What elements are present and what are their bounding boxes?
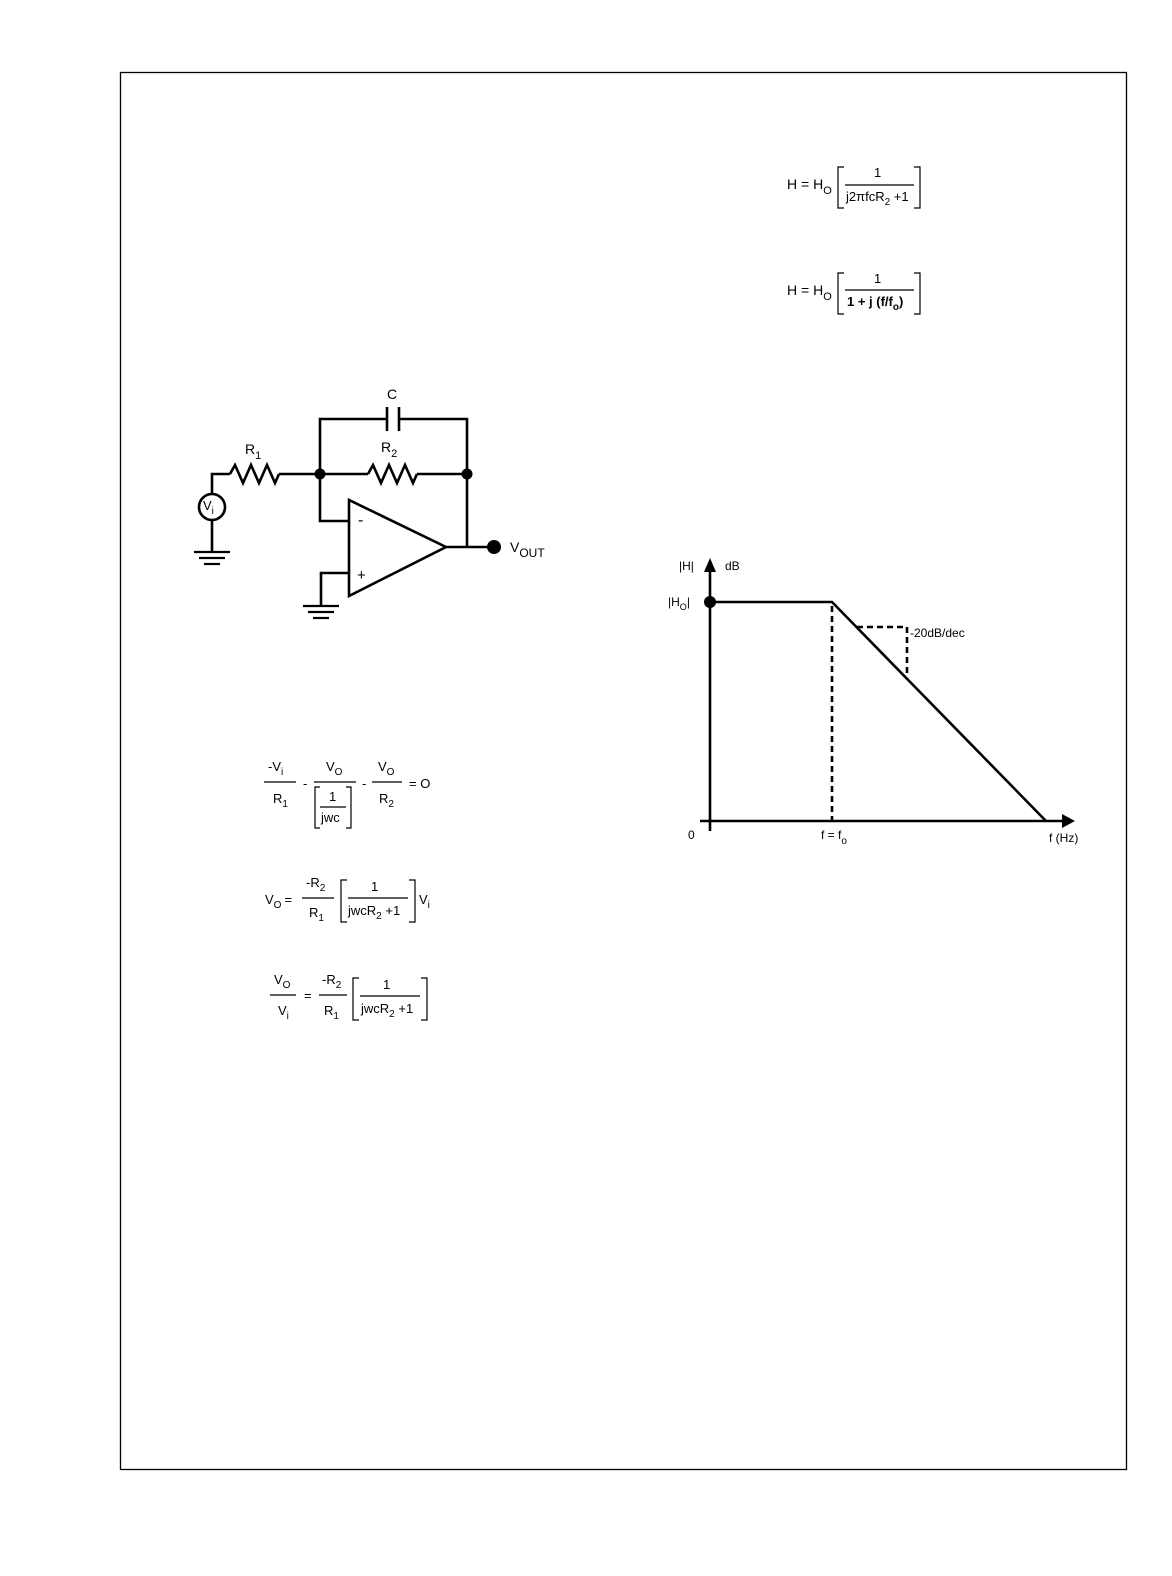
junction-dot-right: [462, 469, 473, 480]
r1-wire-left: [212, 474, 230, 494]
equation-vo: [265, 875, 430, 924]
svg-text:R1: $R_1$: [309, 905, 324, 924]
bode-plot: [668, 558, 1078, 847]
svg-text:Vi: $V_i$: [278, 1003, 289, 1022]
circuit-schematic: [199, 407, 494, 606]
svg-text:1 + j (f/fo): 1 + j $(f/f_o)$: [847, 294, 904, 313]
ho-point: [704, 596, 716, 608]
svg-text:1: 1: [874, 165, 882, 180]
inverting-input-wire: [320, 474, 349, 521]
svg-text:= O: = O: [409, 776, 431, 791]
capacitor-wire: [320, 419, 387, 474]
ho-label: $|H_O|$: [668, 595, 690, 612]
svg-text:jwcR2 +1: jwcR$_2$ +1: [361, 1001, 414, 1020]
svg-text:H = HO: $H = H_O$: [787, 176, 832, 197]
svg-text:jwcR2 +1: jwcR$_2$ +1: [348, 903, 401, 922]
svg-text:VO: $V_O$: [274, 972, 291, 991]
noninverting-input-wire: [321, 573, 349, 606]
vout-label: VOUT: [510, 539, 545, 560]
r1-label: $R_1$: [245, 441, 262, 462]
svg-text:R1: $R_1$: [324, 1003, 339, 1022]
magnitude-response-line: [710, 602, 1046, 821]
svg-text:1: 1: [371, 879, 379, 894]
r2-label: $R_2$: [381, 439, 398, 460]
svg-text:j2πfcR2 +1: j2πfcR$_2$ +1: [846, 189, 909, 208]
equation-transfer: [270, 972, 427, 1022]
formula-transfer-2: [787, 271, 920, 314]
svg-text:Vi: $V_i$: [419, 892, 430, 911]
resistor-r2: [368, 465, 417, 483]
y-axis-label-db: dB: [725, 559, 740, 573]
formula-transfer-1: [787, 165, 920, 208]
noninverting-input-label: +: [357, 567, 366, 584]
y-axis-label-h: |H|: [679, 559, 694, 573]
svg-text:-: -: [362, 776, 367, 791]
y-axis-arrow: [704, 558, 716, 572]
svg-text:jwc: jwc: [321, 810, 340, 825]
svg-text:H = HO: $H = H_O$: [787, 282, 832, 303]
junction-dot-left: [315, 469, 326, 480]
svg-text:-Vi: $-V_i$: [268, 759, 284, 778]
svg-text:VO: $V_O$: [378, 759, 395, 778]
svg-text:1: 1: [329, 789, 337, 804]
svg-text:R1: $R_1$: [273, 791, 288, 810]
capacitor-label: C: [387, 386, 398, 402]
capacitor-wire-right: [399, 419, 467, 474]
svg-text:VO: $V_O$: [326, 759, 343, 778]
cutoff-label: $f = f_o$: [821, 828, 847, 847]
slope-label: -20dB/dec: [910, 626, 965, 640]
svg-text:-R2: $-R_2$: [306, 875, 326, 894]
ground-symbol-source: [194, 552, 230, 564]
svg-text:1: 1: [383, 977, 391, 992]
svg-text:-: -: [303, 776, 308, 791]
origin-label: 0: [688, 828, 695, 842]
svg-text:=: =: [304, 988, 312, 1003]
svg-text:R2: $R_2$: [379, 791, 394, 810]
x-axis-arrow: [1062, 814, 1075, 828]
equation-node: [264, 759, 430, 828]
output-terminal-dot: [487, 540, 501, 554]
resistor-r1: [230, 465, 279, 483]
x-axis-label: f (Hz): [1049, 831, 1079, 845]
svg-text:-R2: $-R_2$: [322, 972, 342, 991]
svg-text:VO=: $V_O$ =: [265, 892, 293, 911]
ground-symbol-opamp: [303, 606, 339, 618]
source-label: $V_i$: [203, 498, 214, 517]
inverting-input-label: -: [358, 512, 364, 529]
svg-text:1: 1: [874, 271, 882, 286]
